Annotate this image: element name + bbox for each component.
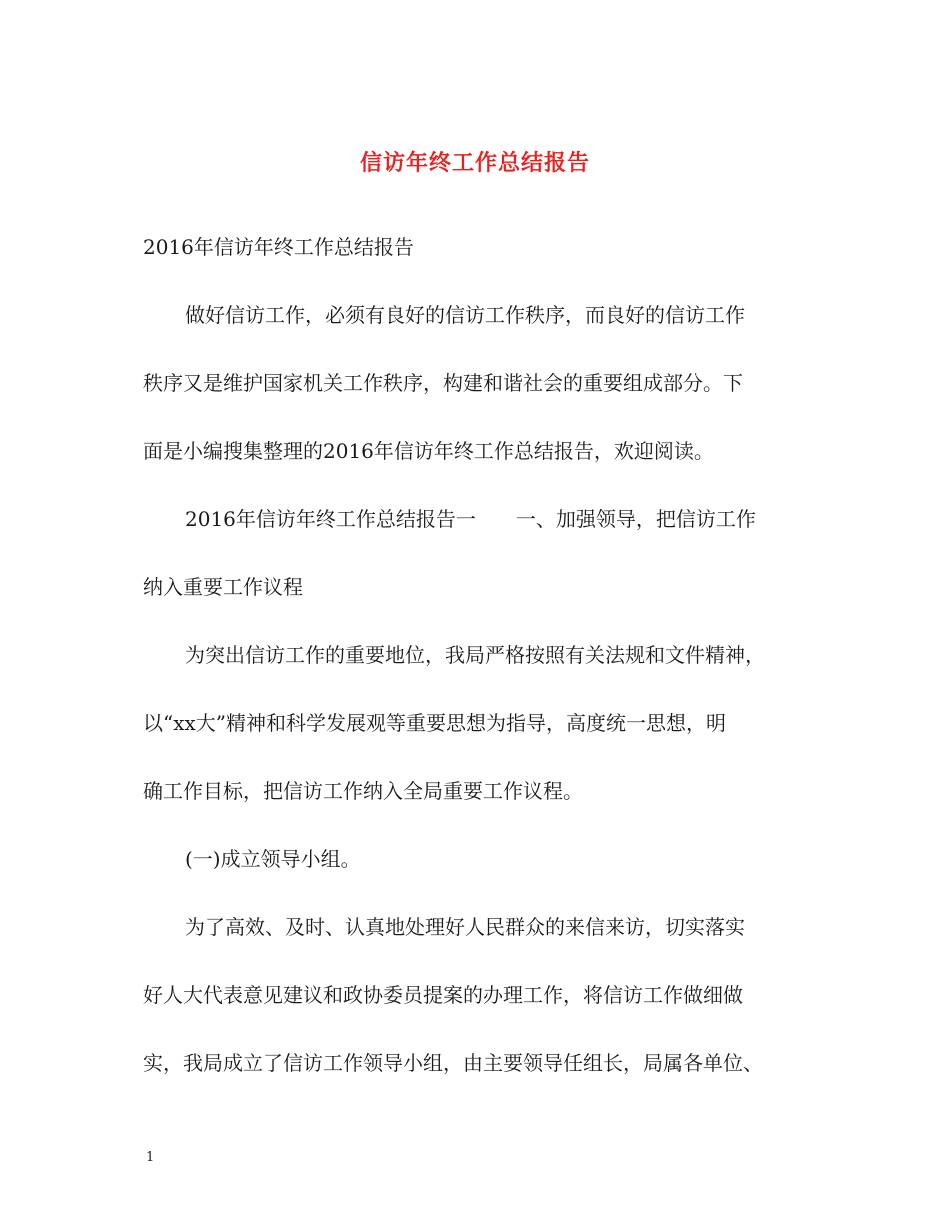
- paragraph-line: 以“xx大”精神和科学发展观等重要思想为指导，高度统一思想，明: [143, 711, 727, 735]
- paragraph-line: 为突出信访工作的重要地位，我局严格按照有关法规和文件精神，: [185, 643, 765, 667]
- subtitle-line: 2016年信访年终工作总结报告: [143, 235, 414, 259]
- paragraph-line: 好人大代表意见建议和政协委员提案的办理工作，将信访工作做细做: [143, 983, 743, 1007]
- paragraph-line: 2016年信访年终工作总结报告一 一、加强领导，把信访工作: [185, 507, 756, 531]
- section-heading-line: (一)成立领导小组。: [185, 847, 361, 871]
- paragraph-line: 为了高效、及时、认真地处理好人民群众的来信来访，切实落实: [185, 915, 745, 939]
- paragraph-line: 纳入重要工作议程: [143, 575, 303, 599]
- document-title: 信访年终工作总结报告: [359, 150, 590, 176]
- paragraph-line: 做好信访工作，必须有良好的信访工作秩序，而良好的信访工作: [185, 303, 745, 327]
- paragraph-line: 面是小编搜集整理的2016年信访年终工作总结报告，欢迎阅读。: [143, 439, 714, 463]
- paragraph-line: 秩序又是维护国家机关工作秩序，构建和谐社会的重要组成部分。下: [143, 371, 743, 395]
- paragraph-line: 实，我局成立了信访工作领导小组，由主要领导任组长，局属各单位、: [143, 1051, 763, 1075]
- document-body: [143, 232, 813, 1116]
- paragraph-line: 确工作目标，把信访工作纳入全局重要工作议程。: [143, 779, 583, 803]
- page-number: 1: [146, 1150, 155, 1165]
